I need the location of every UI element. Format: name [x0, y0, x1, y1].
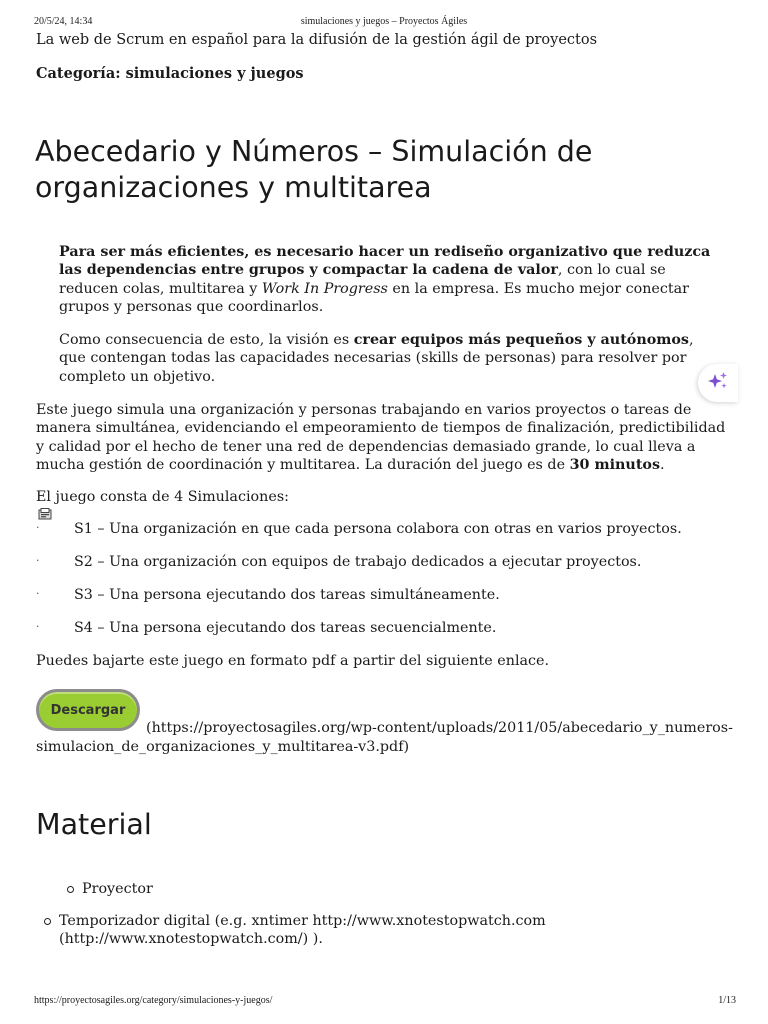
- circle-bullet-icon: [67, 886, 74, 893]
- category-name[interactable]: simulaciones y juegos: [125, 65, 304, 82]
- quote1-italic: Work In Progress: [261, 280, 388, 297]
- quote-paragraph-2: [59, 331, 719, 386]
- simulation-text: S1 – Una organización en que cada persona colabora con otras en varios proyectos.: [74, 521, 682, 537]
- simulation-text: S4 – Una persona ejecutando dos tareas secuencialmente.: [74, 620, 497, 636]
- bullet: ·: [36, 521, 40, 534]
- simulation-text: S2 – Una organización con equipos de trabajo dedicados a ejecutar proyectos.: [74, 554, 642, 570]
- quote1-bold: Para ser más eficientes, es necesario hacer un rediseño organizativo que reduzca las dependencias entre grupos y compactar la cadena de valor: [59, 244, 711, 279]
- print-footer-url: https://proyectosagiles.org/category/simulaciones-y-juegos/: [34, 995, 273, 1006]
- para1-end: .: [660, 456, 665, 473]
- sparkle-icon: [707, 371, 729, 395]
- material-heading: Material: [36, 808, 152, 841]
- category-label: Categoría:: [36, 65, 121, 82]
- quote2-bold: crear equipos más pequeños y autónomos: [353, 332, 689, 348]
- bullet: ·: [36, 620, 40, 633]
- quote1-text-b: en la empresa. Es mucho mejor conectar grupos y personas que coordinarlos.: [59, 280, 689, 315]
- download-intro: Puedes bajarte este juego en formato pdf a partir del siguiente enlace.: [36, 653, 550, 669]
- ai-assistant-button[interactable]: [698, 364, 738, 402]
- quote-paragraph-1: [59, 243, 719, 316]
- description-paragraph: [36, 401, 736, 474]
- document-icon: [38, 505, 52, 517]
- material-item-text: Proyector: [82, 881, 153, 897]
- category-line: [36, 65, 304, 82]
- download-button[interactable]: Descargar: [36, 689, 140, 731]
- list-item: [59, 912, 719, 949]
- simulations-intro: El juego consta de 4 Simulaciones:: [36, 489, 289, 505]
- print-date: 20/5/24, 14:34: [34, 16, 93, 27]
- print-title: simulaciones y juegos – Proyectos Ágiles: [300, 16, 468, 27]
- simulation-text: S3 – Una persona ejecutando dos tareas simultáneamente.: [74, 587, 500, 603]
- download-link-url-part1[interactable]: (https://proyectosagiles.org/wp-content/uploads/2011/05/abecedario_y_numeros-: [146, 720, 733, 736]
- print-page-number: 1/13: [718, 995, 736, 1006]
- material-item-text[interactable]: Temporizador digital (e.g. xntimer http://www.xnotestopwatch.com (http://www.xnotestopwatch.com/) ).: [59, 913, 546, 948]
- circle-bullet-icon: [44, 918, 51, 925]
- site-tagline: La web de Scrum en español para la difusión de la gestión ágil de proyectos: [36, 32, 598, 48]
- bullet: ·: [36, 587, 40, 600]
- quote2-text-b: , que contengan todas las capacidades necesarias (skills de personas) para resolver por completo un objetivo.: [59, 332, 694, 385]
- article-title[interactable]: Abecedario y Números – Simulación de organizaciones y multitarea: [35, 135, 593, 204]
- quote2-text-a: Como consecuencia de esto, la visión es: [59, 332, 354, 348]
- bullet: ·: [36, 554, 40, 567]
- quote1-text-a: , con lo cual se reducen colas, multitarea y: [59, 262, 666, 297]
- duration-bold: 30 minutos: [569, 456, 661, 473]
- para1-text: Este juego simula una organización y personas trabajando en varios proyectos o tareas de manera simultánea, evidenciando el empeoramiento de tiempos de finalización, predictibilidad y calidad por el hecho de tener una red de dependencias demasiado grande, lo cual lleva a mucha gestión de coordinación y multitarea. La duración del juego es de: [36, 402, 726, 473]
- download-link-url-part2[interactable]: simulacion_de_organizaciones_y_multitarea-v3.pdf): [36, 739, 410, 755]
- list-item: [82, 880, 153, 898]
